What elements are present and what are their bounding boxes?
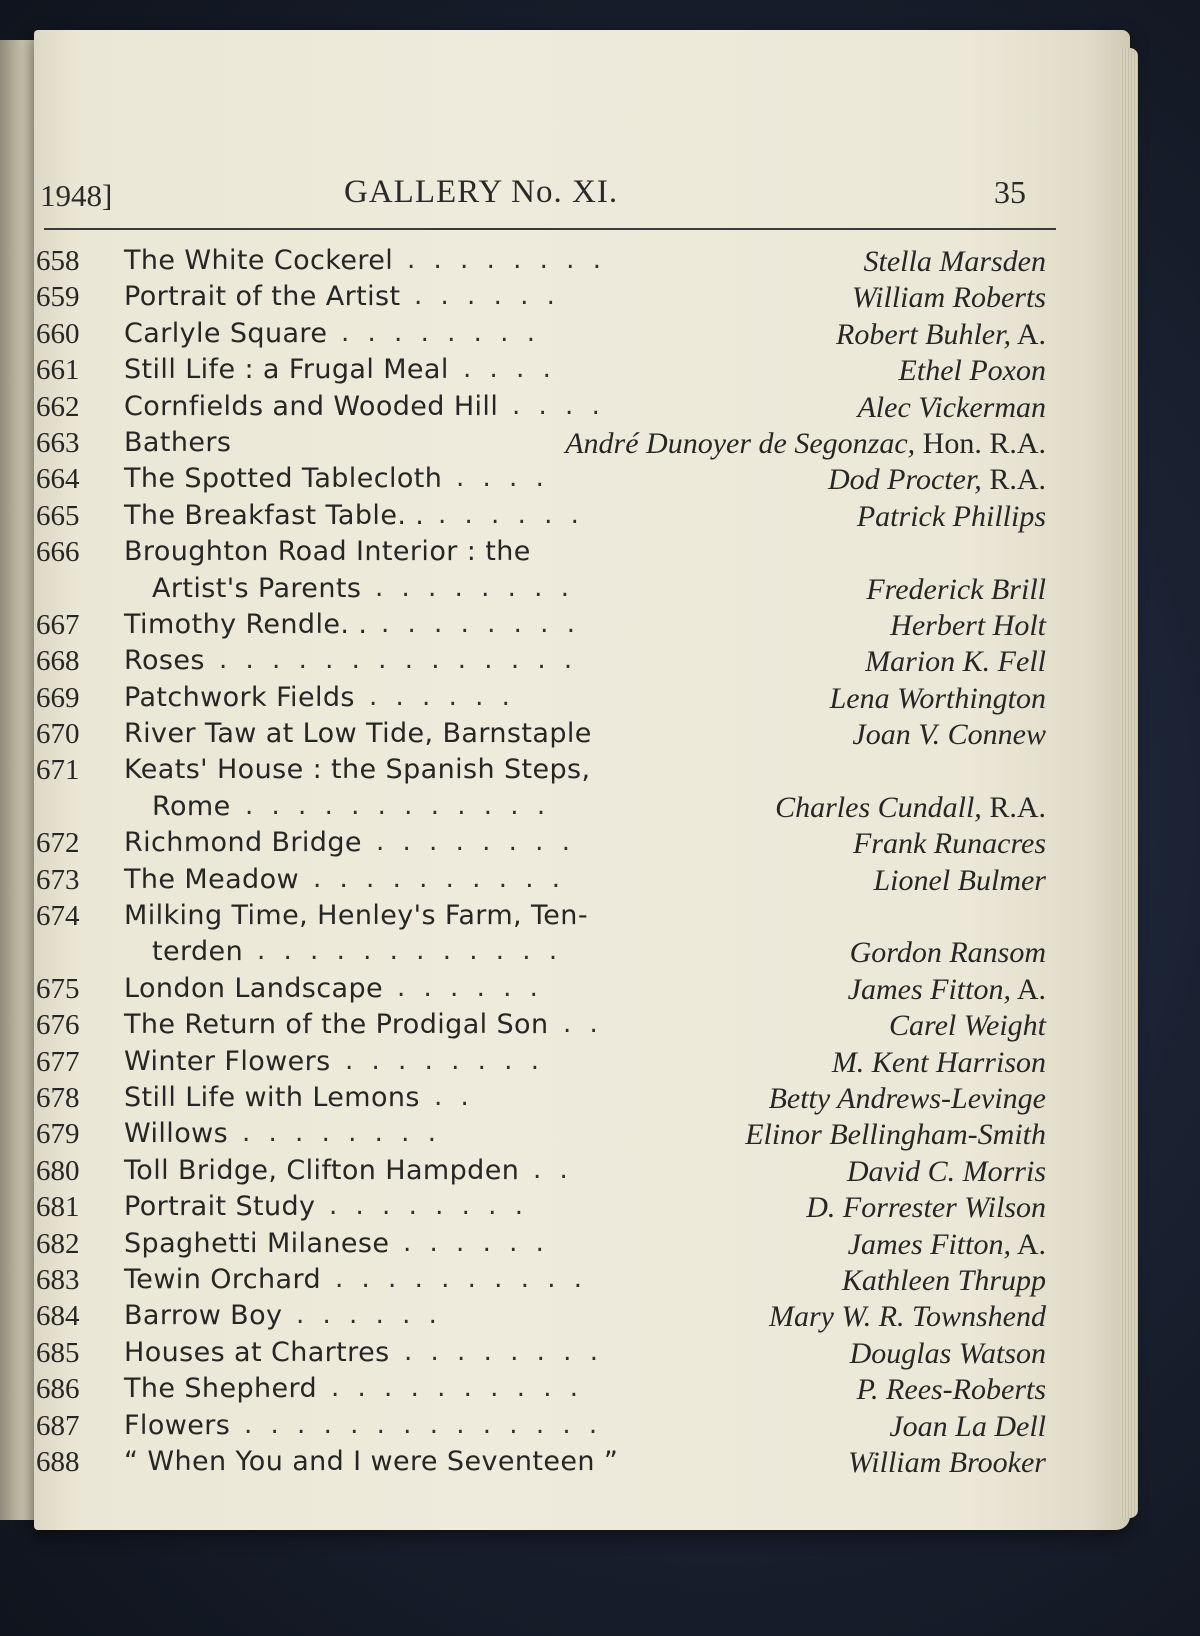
- catalogue-entry: [34, 718, 1064, 754]
- entry-artist: [899, 354, 1046, 388]
- leader-dots: . . . . . .: [397, 972, 543, 1003]
- entry-artist: [848, 1446, 1046, 1480]
- entry-number: 679: [36, 1118, 80, 1151]
- entry-number: 662: [36, 390, 80, 423]
- catalogue-entry: [34, 573, 1064, 609]
- leader-dots: . . . . . . . .: [381, 608, 580, 639]
- catalogue-entry: [34, 1300, 1064, 1336]
- page-stack-edge: [1120, 48, 1138, 1518]
- entry-title: River Taw at Low Tide, Barnstaple: [124, 718, 592, 750]
- entry-title: The Breakfast Table. .: [124, 499, 425, 531]
- leader-dots: . . . . . . . . . . . . . .: [244, 1409, 603, 1440]
- leader-dots: . . . . . . . . . .: [313, 863, 566, 894]
- artist-name: Lena Worthington: [829, 681, 1046, 715]
- artist-name: James Fitton,: [847, 1227, 1011, 1261]
- entry-number: 678: [36, 1081, 80, 1114]
- artist-name: Marion K. Fell: [865, 645, 1046, 679]
- leader-dots: . . . .: [512, 390, 605, 421]
- artist-name: Alec Vickerman: [857, 390, 1046, 424]
- entry-number: 664: [36, 463, 80, 496]
- leader-dots: . . . .: [456, 463, 549, 494]
- entry-artist: [874, 864, 1047, 898]
- artist-distinction: Hon. R.A.: [915, 426, 1046, 460]
- entry-artist: [852, 281, 1046, 315]
- entry-number: 670: [36, 718, 80, 751]
- entry-title: London Landscape: [124, 972, 383, 1004]
- catalogue-entry: [34, 1264, 1064, 1300]
- entry-title: Broughton Road Interior : the: [124, 536, 531, 568]
- entry-artist: [848, 1228, 1046, 1262]
- artist-name: Joan V. Connew: [852, 718, 1046, 752]
- entry-title: Artist's Parents: [152, 572, 362, 604]
- catalogue-entry: [34, 754, 1064, 790]
- catalogue-entry: [34, 318, 1064, 354]
- entry-title: Richmond Bridge: [124, 827, 362, 859]
- catalogue-entry: [34, 900, 1064, 936]
- artist-name: Kathleen Thrupp: [841, 1263, 1046, 1297]
- leader-dots: . . . . . . . .: [329, 1191, 528, 1222]
- catalogue-entry: [34, 1228, 1064, 1264]
- artist-name: Ethel Poxon: [898, 354, 1046, 388]
- artist-name: Robert Buhler,: [836, 317, 1011, 351]
- catalogue-entry: [34, 864, 1064, 900]
- entry-number: 669: [36, 681, 80, 714]
- entry-number: 674: [36, 900, 80, 933]
- leader-dots: . . . .: [463, 354, 556, 385]
- catalogue-entry: [34, 1118, 1064, 1154]
- entry-number: 682: [36, 1227, 80, 1260]
- artist-name: Lionel Bulmer: [873, 863, 1046, 897]
- leader-dots: . . . . . .: [296, 1300, 442, 1331]
- entry-artist: [775, 791, 1046, 825]
- entry-number: 673: [36, 863, 80, 896]
- catalogue-entry: [34, 682, 1064, 718]
- entry-number: 671: [36, 754, 80, 787]
- artist-name: Stella Marsden: [863, 245, 1046, 278]
- entry-artist: [769, 1082, 1046, 1116]
- leader-dots: . . . . . . . .: [341, 317, 540, 348]
- artist-name: Mary W. R. Townshend: [769, 1300, 1046, 1334]
- catalogue-entry: [34, 791, 1064, 827]
- catalogue-page: [34, 30, 1130, 1530]
- entry-title: Keats' House : the Spanish Steps,: [124, 754, 591, 786]
- artist-name: M. Kent Harrison: [831, 1045, 1046, 1079]
- entry-title: Rome: [152, 790, 231, 822]
- artist-name: P. Rees-Roberts: [856, 1373, 1046, 1407]
- entry-artist: [828, 463, 1046, 497]
- leader-dots: . . . . . . . . . . . .: [257, 936, 563, 967]
- entry-title: The Meadow: [124, 863, 299, 895]
- entry-title: The Spotted Tablecloth: [124, 463, 443, 495]
- entry-artist: [866, 573, 1046, 607]
- leader-dots: . . . . . . . .: [242, 1118, 441, 1149]
- entry-number: 683: [36, 1263, 80, 1296]
- catalogue-entry: [34, 500, 1064, 536]
- artist-distinction: R.A.: [981, 790, 1046, 824]
- artist-name: Dod Procter,: [827, 463, 982, 497]
- entry-title: terden: [152, 936, 244, 968]
- page-number: 35: [994, 174, 1026, 210]
- previous-page-edge: [0, 40, 38, 1520]
- leader-dots: . . . . . . . .: [345, 1045, 544, 1076]
- catalogue-entry: [34, 1009, 1064, 1045]
- leader-dots: . .: [434, 1081, 474, 1112]
- leader-dots: . .: [563, 1009, 603, 1040]
- entry-artist: [836, 318, 1046, 352]
- leader-dots: . . . . . . . . . .: [335, 1263, 588, 1294]
- entry-artist: [847, 1155, 1046, 1189]
- catalogue-entries: [34, 245, 1064, 1482]
- entry-title: Still Life with Lemons: [124, 1081, 420, 1113]
- artist-distinction: R.A.: [981, 463, 1046, 497]
- entry-title: Winter Flowers: [124, 1045, 331, 1077]
- leader-dots: . . . . . . . .: [404, 1336, 603, 1367]
- artist-name: David C. Morris: [846, 1154, 1046, 1188]
- entry-number: 680: [36, 1154, 80, 1187]
- artist-name: Douglas Watson: [849, 1336, 1046, 1370]
- entry-artist: [830, 682, 1046, 716]
- leader-dots: . . . . . . . . . . . . . .: [219, 645, 578, 676]
- artist-name: Frank Runacres: [852, 827, 1046, 861]
- artist-name: Frederick Brill: [866, 572, 1046, 606]
- entry-artist: [842, 1264, 1046, 1298]
- entry-number: 676: [36, 1009, 80, 1042]
- artist-name: William Brooker: [847, 1445, 1046, 1479]
- artist-distinction: A.: [1010, 972, 1046, 1006]
- catalogue-entry: [34, 609, 1064, 645]
- catalogue-entry: [34, 645, 1064, 681]
- catalogue-entry: [34, 463, 1064, 499]
- leader-dots: . . . . . .: [438, 499, 584, 530]
- entry-number: 659: [36, 281, 80, 314]
- entry-artist: [857, 391, 1046, 425]
- entry-title: Tewin Orchard: [124, 1263, 322, 1295]
- entry-title: Houses at Chartres: [124, 1336, 390, 1368]
- entry-title: Flowers: [124, 1409, 231, 1441]
- entry-artist: [850, 1337, 1046, 1371]
- catalogue-entry: [34, 827, 1064, 863]
- artist-name: Elinor Bellingham-Smith: [745, 1118, 1046, 1152]
- leader-dots: . . . . . . . . . .: [331, 1373, 584, 1404]
- entry-number: 681: [36, 1191, 80, 1224]
- entry-title: The White Cockerel: [124, 245, 394, 276]
- leader-dots: . .: [533, 1154, 573, 1185]
- entry-artist: [565, 427, 1046, 461]
- leader-dots: . . . . . . . . . . . .: [245, 790, 551, 821]
- entry-artist: [852, 718, 1046, 752]
- catalogue-entry: [34, 536, 1064, 572]
- catalogue-entry: [34, 1046, 1064, 1082]
- entry-number: 685: [36, 1336, 80, 1369]
- catalogue-entry: [34, 1155, 1064, 1191]
- artist-distinction: A.: [1010, 1227, 1046, 1261]
- entry-title: The Return of the Prodigal Son: [124, 1009, 549, 1041]
- entry-title: Barrow Boy: [124, 1300, 283, 1332]
- entry-title: Toll Bridge, Clifton Hampden: [124, 1154, 520, 1186]
- catalogue-entry: [34, 354, 1064, 390]
- entry-artist: [857, 1373, 1046, 1407]
- entry-artist: [857, 500, 1046, 534]
- artist-name: William Roberts: [851, 281, 1046, 315]
- catalogue-entry: [34, 936, 1064, 972]
- entry-title: Milking Time, Henley's Farm, Ten-: [124, 900, 588, 932]
- leader-dots: . . . . . .: [369, 681, 515, 712]
- entry-number: 677: [36, 1045, 80, 1078]
- entry-number: 672: [36, 827, 80, 860]
- entry-artist: [853, 827, 1046, 861]
- entry-artist: [889, 1009, 1046, 1043]
- entry-title: Carlyle Square: [124, 317, 328, 349]
- catalogue-entry: [34, 1373, 1064, 1409]
- entry-number: 675: [36, 972, 80, 1005]
- entry-artist: [850, 936, 1046, 970]
- entry-artist: [848, 973, 1046, 1007]
- artist-name: Betty Andrews-Levinge: [768, 1081, 1046, 1115]
- running-header: [34, 168, 1054, 218]
- entry-title: Spaghetti Milanese: [124, 1227, 390, 1259]
- entry-artist: [806, 1191, 1046, 1225]
- artist-name: André Dunoyer de Segonzac,: [565, 426, 916, 460]
- entry-title: Patchwork Fields: [124, 681, 355, 713]
- leader-dots: . . . . . . . .: [376, 827, 575, 858]
- catalogue-entry: [34, 391, 1064, 427]
- entry-artist: [889, 1410, 1046, 1444]
- entry-title: Portrait Study: [124, 1191, 316, 1223]
- artist-name: D. Forrester Wilson: [806, 1191, 1046, 1225]
- entry-title: Willows: [124, 1118, 229, 1150]
- leader-dots: . . . . . . . .: [407, 245, 606, 275]
- entry-number: 663: [36, 426, 80, 459]
- entry-title: Bathers: [124, 426, 232, 458]
- artist-name: Patrick Phillips: [856, 499, 1046, 533]
- entry-number: 660: [36, 317, 80, 350]
- catalogue-entry: [34, 1082, 1064, 1118]
- artist-distinction: A.: [1010, 317, 1046, 351]
- entry-number: 661: [36, 354, 80, 387]
- leader-dots: . . . . . . . .: [375, 572, 574, 603]
- artist-name: James Fitton,: [847, 972, 1011, 1006]
- entry-number: 668: [36, 645, 80, 678]
- catalogue-entry: [34, 281, 1064, 317]
- entry-number: 686: [36, 1373, 80, 1406]
- entry-number: 665: [36, 499, 80, 532]
- entry-number: 667: [36, 608, 80, 641]
- leader-dots: . . . . . .: [414, 281, 560, 312]
- entry-number: 687: [36, 1409, 80, 1442]
- entry-number: 658: [36, 245, 80, 277]
- entry-artist: [865, 645, 1046, 679]
- catalogue-entry: [34, 1446, 1064, 1482]
- artist-name: Herbert Holt: [890, 608, 1046, 642]
- entry-artist: [832, 1046, 1046, 1080]
- catalogue-entry: [34, 973, 1064, 1009]
- entry-artist: [890, 609, 1046, 643]
- catalogue-entry: [34, 427, 1064, 463]
- header-rule: [44, 228, 1056, 230]
- catalogue-entry: [34, 245, 1064, 281]
- entry-title: “ When You and I were Seventeen ”: [124, 1445, 619, 1477]
- catalogue-entry: [34, 1191, 1064, 1227]
- artist-name: Carel Weight: [889, 1009, 1046, 1043]
- entry-title: Roses: [124, 645, 205, 677]
- entry-artist: [745, 1118, 1046, 1152]
- gallery-title: GALLERY No. XI.: [344, 174, 619, 210]
- catalogue-entry: [34, 1410, 1064, 1446]
- entry-title: Timothy Rendle. .: [124, 608, 368, 640]
- entry-title: The Shepherd: [124, 1373, 318, 1405]
- entry-number: 688: [36, 1445, 80, 1478]
- leader-dots: . . . . . .: [403, 1227, 549, 1258]
- artist-name: Gordon Ransom: [849, 936, 1046, 970]
- artist-name: Joan La Dell: [889, 1409, 1046, 1443]
- entry-title: Cornfields and Wooded Hill: [124, 390, 499, 422]
- header-year: 1948]: [40, 178, 113, 213]
- artist-name: Charles Cundall,: [775, 790, 982, 824]
- entry-artist: [864, 245, 1046, 279]
- entry-title: Still Life : a Frugal Meal: [124, 354, 449, 386]
- entry-artist: [769, 1300, 1046, 1334]
- entry-number: 666: [36, 536, 80, 569]
- catalogue-entry: [34, 1337, 1064, 1373]
- entry-title: Portrait of the Artist: [124, 281, 401, 313]
- entry-number: 684: [36, 1300, 80, 1333]
